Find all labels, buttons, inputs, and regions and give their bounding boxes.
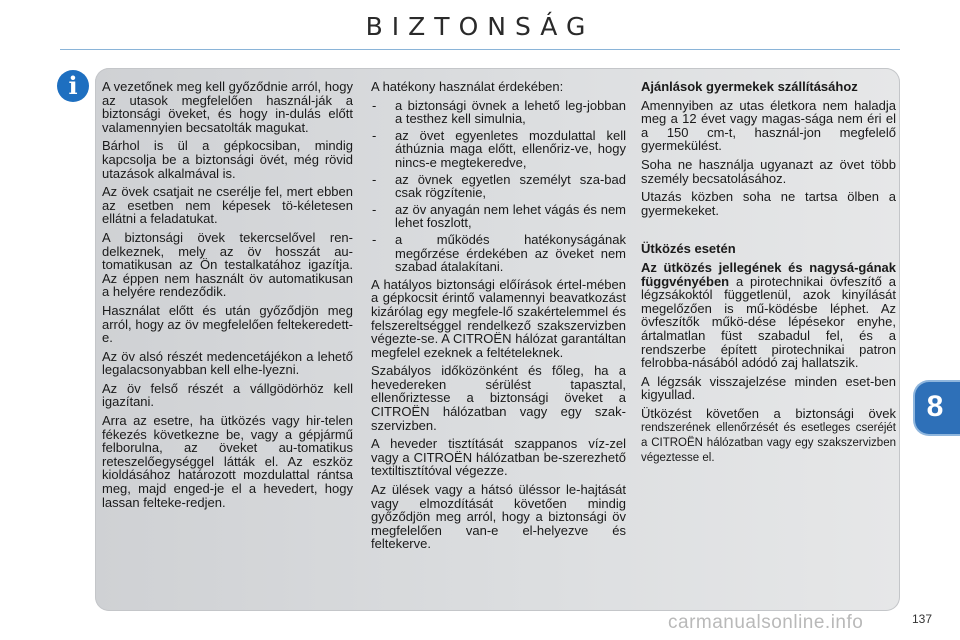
list-item — [371, 173, 626, 200]
title-divider — [60, 49, 900, 50]
paragraph: Használat előtt és után győződjön meg arról, hogy az öv megfelelően feltekeredett-e. — [102, 302, 353, 346]
dash-marker: - — [372, 97, 377, 113]
intro-text: A hatékony használat érdekében: — [371, 79, 564, 94]
dash-marker: - — [372, 171, 377, 187]
info-icon: i — [57, 70, 89, 102]
paragraph: Az ülések vagy a hátsó üléssor le-hajtását vagy elmozdítását követően mindig győződjön meg arról, hogy a biztonsági öv megfelelően van-e el-helyezve és feltekerve. — [371, 482, 626, 552]
usage-list — [371, 99, 626, 274]
chapter-tab — [915, 382, 960, 434]
paragraph-start: Ütközést követően a biztonsági övek — [641, 405, 896, 421]
list-item-text: a biztonsági övnek a lehető leg-jobban a testhez kell simulnia, — [395, 97, 626, 127]
lead-rest: a pirotechnikai övfeszítő a légzsákoktól függetlenül, azok kinyílását megelőzően is mű-ködésbe léphet. Az övfeszítők műkö-dése lépésekor enyhe, ártalmatlan füst szabadul fel, és a rendszerbe épített pirotechnikai patron felrobba-násából adódó zaj hallatszik. — [641, 273, 896, 371]
paragraph-end: rendszerének ellenőrzését és esetleges cseréjét a CITROËN hálózatban vagy egy szakszervizben végeztesse el. — [641, 422, 896, 465]
dash-marker: - — [372, 231, 377, 247]
paragraph — [641, 407, 896, 466]
dash-marker: - — [372, 127, 377, 143]
section-heading-collision: Ütközés esetén — [641, 241, 736, 257]
list-item-text: az övet egyenletes mozdulattal kell áthúznia maga előtt, ellenőriz-ve, hogy nincs-e megtekeredve, — [395, 127, 626, 170]
list-item — [371, 233, 626, 274]
paragraph: Utazás közben soha ne tartsa ölben a gyermekeket. — [641, 189, 896, 218]
section-heading-children: Ajánlások gyermekek szállításához — [641, 79, 858, 94]
paragraph: Bárhol is ül a gépkocsiban, mindig kapcsolja be a biztonsági övét, még rövid utazások alkalmával is. — [102, 138, 353, 181]
spacer — [641, 222, 896, 242]
bold-lead: Az ütközés jellegének és nagysá-gának függvényében — [641, 259, 896, 289]
page-number: 137 — [912, 612, 933, 626]
column-3 — [641, 80, 896, 470]
paragraph: Az övek csatjait ne cserélje fel, mert ebben az esetben nem képesek tö-kéletesen ellátni a feladatukat. — [102, 184, 353, 227]
chapter-number: 8 — [926, 390, 944, 423]
paragraph: A légzsák visszajelzése minden eset-ben kigyullad. — [641, 373, 896, 403]
page-title: BIZTONSÁG — [365, 12, 595, 41]
paragraph: Arra az esetre, ha ütközés vagy hir-telen fékezés következne be, vagy a gépjármű felborulna, az öveket au-tomatikus reteszelőegységgel látták el. Az eszköz kioldásához határozott mozdulattal rántsa meg, majd enged-je el a hevedert, hogy lassan felteke-redjen. — [102, 413, 353, 510]
column-2 — [371, 80, 626, 556]
paragraph — [641, 261, 896, 370]
paragraph: Az öv alsó részét medencetájékon a lehető legalacsonyabban kell elhe-lyezni. — [102, 348, 353, 378]
paragraph: A vezetőnek meg kell győződnie arról, hogy az utasok megfelelően használ-ják a biztonsági öveket, és hogy in-dulás előtt valamennyien becsatolták magukat. — [102, 79, 353, 135]
paragraph: Soha ne használja ugyanazt az övet több személy becsatolásához. — [641, 156, 896, 186]
paragraph: A heveder tisztítását szappanos víz-zel vagy a CITROËN hálózatban be-szerezhető textiltisztítóval végezze. — [371, 436, 626, 479]
dash-marker: - — [372, 201, 377, 217]
paragraph: A hatályos biztonsági előírások értel-mében a gépkocsit érintő valamennyi beavatkozást kizárólag egy megfele-lő szakértelemmel és felszereltséggel rendelkező szakszervizben végezte-se. A CITROËN hálózat garantáltan megfelel ezeknek a feltételeknek. — [371, 276, 626, 360]
list-item-text: az övnek egyetlen személyt sza-bad csak rögzítenie, — [395, 171, 626, 201]
list-item — [371, 129, 626, 170]
paragraph: Az öv felső részét a vállgödörhöz kell igazítani. — [102, 380, 353, 410]
watermark: carmanualsonline.info — [668, 612, 864, 633]
paragraph: Amennyiben az utas életkora nem haladja meg a 12 évet vagy magas-sága nem éri el a 150 cm-t, használ-jon megfelelő gyermekülést. — [641, 97, 896, 154]
list-item — [371, 203, 626, 230]
list-item-text: a működés hatékonyságának megőrzése érdekében az öveket nem szabad átalakítani. — [395, 231, 626, 275]
list-item-text: az öv anyagán nem lehet vágás és nem lehet foszlott, — [395, 201, 626, 231]
column-1 — [102, 80, 353, 514]
list-item — [371, 99, 626, 126]
paragraph: Szabályos időközönként és főleg, ha a hevedereken sérülést tapasztal, ellenőriztesse a biztonsági öveket a CITROËN hálózatban vagy egy szak-szervizben. — [371, 363, 626, 433]
paragraph: A biztonsági övek tekercselővel ren-delkeznek, mely az öv hosszát au-tomatikusan az Ön testalkatához igazítja. Az éppen nem használt öv automatikusan a helyére rendeződik. — [102, 229, 353, 300]
